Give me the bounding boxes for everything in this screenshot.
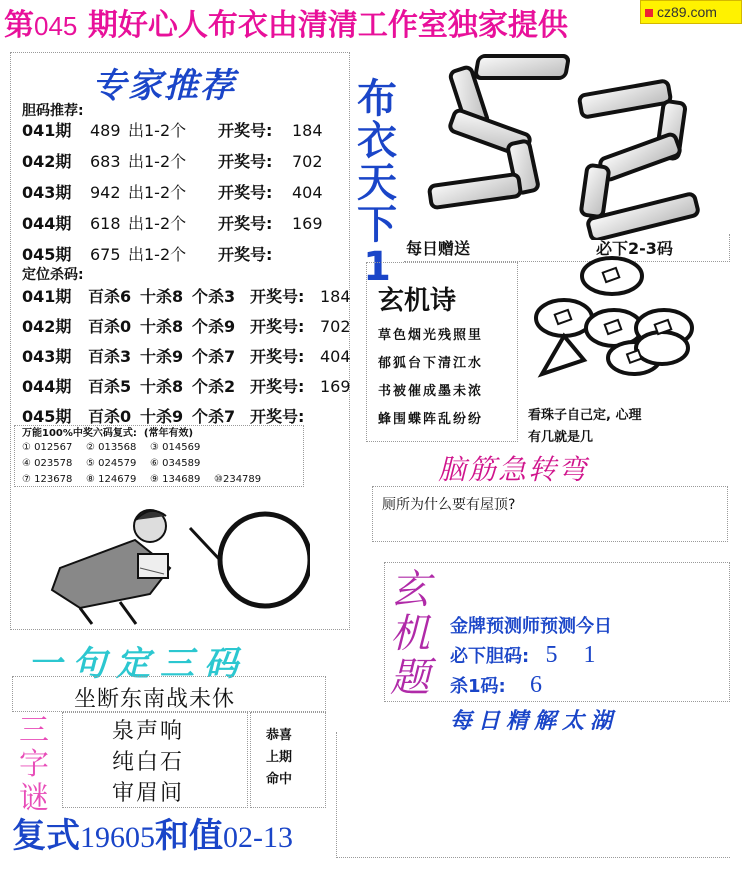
title-rest: 期好心人布衣由清清工作室独家提供 bbox=[77, 8, 568, 43]
kill-period: 043期 bbox=[22, 347, 72, 366]
expert-heading: 专家推荐 bbox=[92, 66, 236, 106]
poem-line: 郁狐台下清江水 bbox=[378, 356, 484, 371]
hezhi-value: 02-13 bbox=[223, 821, 293, 854]
kill-draw-label: 开奖号: bbox=[250, 347, 305, 366]
wanneng-label bbox=[22, 424, 193, 439]
dan-draw: 169 bbox=[292, 214, 323, 233]
kill-draw-label: 开奖号: bbox=[250, 287, 305, 306]
kill-shi: 十杀9 bbox=[140, 407, 184, 426]
title-issue: 045 bbox=[34, 11, 78, 41]
sanzi-word: 审眉间 bbox=[112, 781, 185, 806]
kill-bai: 百杀5 bbox=[88, 377, 132, 396]
buyi-char: 1 bbox=[363, 244, 391, 290]
wanneng-item: ⑦ 123678 bbox=[22, 474, 73, 485]
kill-label: 定位杀码: bbox=[22, 267, 84, 283]
kill-row bbox=[22, 314, 351, 337]
magnifier-man-illustration bbox=[40, 498, 310, 628]
dan-draw: 184 bbox=[292, 121, 323, 140]
wanneng-item: ① 012567 bbox=[22, 442, 73, 453]
kill-draw: 169 bbox=[320, 377, 351, 396]
wanneng-item: ③ 014569 bbox=[150, 442, 201, 453]
dan-draw-label: 开奖号: bbox=[218, 245, 273, 264]
sanzi-word: 泉声响 bbox=[112, 719, 185, 744]
coins-caption-2: 有几就是几 bbox=[528, 430, 594, 445]
kill-row bbox=[22, 374, 351, 397]
bottom-summary bbox=[12, 808, 293, 857]
dan-row bbox=[22, 180, 323, 203]
kill-shi: 十杀8 bbox=[140, 317, 184, 336]
sanzi-word: 纯白石 bbox=[112, 750, 185, 775]
sanzi-char: 谜 bbox=[19, 781, 49, 816]
dan-row bbox=[22, 242, 292, 265]
fushi-value: 19605 bbox=[80, 821, 155, 854]
dan-rule: 出1-2个 bbox=[128, 183, 187, 202]
kill-draw: 184 bbox=[320, 287, 351, 306]
wanneng-item: ⑩234789 bbox=[214, 474, 262, 485]
hezhi-label: 和值 bbox=[155, 816, 223, 856]
poem-line: 书被催成墨未浓 bbox=[378, 384, 484, 399]
sanzi-vertical-title bbox=[14, 714, 54, 816]
xuanji-vertical-title bbox=[388, 568, 432, 700]
wanneng-item: ④ 023578 bbox=[22, 458, 73, 469]
kill-draw-label: 开奖号: bbox=[250, 407, 305, 426]
kill-ge: 个杀7 bbox=[192, 347, 236, 366]
dan-nums: 683 bbox=[90, 152, 121, 171]
dan-row bbox=[22, 211, 323, 234]
dan-draw: 702 bbox=[292, 152, 323, 171]
kill-one-value: 6 bbox=[530, 672, 543, 698]
riddle-heading: 脑筋急转弯 bbox=[438, 453, 589, 486]
dan-row bbox=[22, 118, 323, 141]
kill-bai: 百杀0 bbox=[88, 407, 132, 426]
kill-draw-label: 开奖号: bbox=[250, 377, 305, 396]
dan-rule: 出1-2个 bbox=[128, 245, 187, 264]
buyi-char: 衣 bbox=[357, 118, 397, 164]
dan-nums: 675 bbox=[90, 245, 121, 264]
must-codes-label: 必下2-3码 bbox=[596, 239, 673, 258]
must-dan-label: 必下胆码: bbox=[450, 646, 530, 667]
buyi-char: 下 bbox=[357, 202, 397, 248]
dan-draw: 404 bbox=[292, 183, 323, 202]
congrats-word: 命中 bbox=[266, 772, 293, 787]
dan-period: 041期 bbox=[22, 121, 72, 140]
wanneng-note: (常年有效) bbox=[143, 428, 194, 439]
congrats-word: 恭喜 bbox=[266, 728, 293, 743]
poem-line: 蜂围蝶阵乱纷纷 bbox=[378, 412, 484, 427]
dan-nums: 618 bbox=[90, 214, 121, 233]
riddle-question: 厕所为什么要有屋顶? bbox=[382, 497, 516, 513]
wanneng-title: 万能100%中奖六码复式: bbox=[22, 428, 137, 439]
kill-period: 044期 bbox=[22, 377, 72, 396]
kill-ge: 个杀7 bbox=[192, 407, 236, 426]
dan-nums: 489 bbox=[90, 121, 121, 140]
must-dan-value: 5 1 bbox=[545, 642, 606, 668]
watermark-text: cz89.com bbox=[657, 4, 717, 20]
wanneng-item: ⑥ 034589 bbox=[150, 458, 201, 469]
wanneng-item: ⑧ 124679 bbox=[86, 474, 137, 485]
kill-draw-label: 开奖号: bbox=[250, 317, 305, 336]
title-prefix: 第 bbox=[4, 8, 34, 43]
daily-taihu-heading: 每日精解太湖 bbox=[450, 708, 619, 734]
poem-line: 草色烟光残照里 bbox=[378, 328, 484, 343]
sanzi-char: 字 bbox=[19, 747, 49, 782]
magnifier-lens bbox=[220, 514, 310, 606]
xuanji-line-2 bbox=[450, 642, 605, 669]
yiju-heading: 一句定三码 bbox=[28, 644, 248, 684]
kill-bai: 百杀0 bbox=[88, 317, 132, 336]
dan-draw-label: 开奖号: bbox=[218, 214, 273, 233]
page-title bbox=[4, 4, 624, 48]
congrats-word: 上期 bbox=[266, 750, 293, 765]
dan-rule: 出1-2个 bbox=[128, 214, 187, 233]
dan-draw-label: 开奖号: bbox=[218, 152, 273, 171]
kill-period: 042期 bbox=[22, 317, 72, 336]
dan-row bbox=[22, 149, 323, 172]
xuanji-char: 机 bbox=[390, 611, 430, 657]
site-watermark bbox=[640, 0, 742, 24]
xuanji-line-1: 金牌预测师预测今日 bbox=[450, 616, 612, 637]
wanneng-item: ⑤ 024579 bbox=[86, 458, 137, 469]
coins-caption-1: 看珠子自己定, 心理 bbox=[528, 408, 642, 423]
dan-draw-label: 开奖号: bbox=[218, 183, 273, 202]
kill-bai: 百杀3 bbox=[88, 347, 132, 366]
kill-shi: 十杀8 bbox=[140, 287, 184, 306]
kill-shi: 十杀8 bbox=[140, 377, 184, 396]
buyi-char: 天 bbox=[357, 160, 397, 206]
kill-draw: 404 bbox=[320, 347, 351, 366]
dan-period: 044期 bbox=[22, 214, 72, 233]
daily-gift-label: 每日赠送 bbox=[406, 239, 471, 258]
coins-illustration bbox=[524, 256, 704, 406]
kill-ge: 个杀9 bbox=[192, 317, 236, 336]
kill-shi: 十杀9 bbox=[140, 347, 184, 366]
dan-period: 042期 bbox=[22, 152, 72, 171]
dan-label: 胆码推荐: bbox=[22, 103, 84, 119]
dan-nums: 942 bbox=[90, 183, 121, 202]
kill-period: 041期 bbox=[22, 287, 72, 306]
kill-period: 045期 bbox=[22, 407, 72, 426]
buyi-vertical-title bbox=[352, 78, 402, 288]
xuanji-char: 玄 bbox=[390, 567, 430, 613]
wanneng-item: ⑨ 134689 bbox=[150, 474, 201, 485]
xuanji-line-3 bbox=[450, 672, 542, 699]
xuanji-char: 题 bbox=[390, 655, 430, 701]
sanzi-char: 三 bbox=[19, 713, 49, 748]
buyi-char: 布 bbox=[357, 76, 397, 122]
wanneng-item: ② 013568 bbox=[86, 442, 137, 453]
kill-bai: 百杀6 bbox=[88, 287, 132, 306]
poem-title: 玄机诗 bbox=[378, 286, 457, 316]
kill-one-label: 杀1码: bbox=[450, 676, 506, 697]
kill-row bbox=[22, 284, 351, 307]
yiju-sentence: 坐断东南战未休 bbox=[74, 687, 236, 712]
fushi-label: 复式 bbox=[12, 816, 80, 856]
dan-draw-label: 开奖号: bbox=[218, 121, 273, 140]
kill-ge: 个杀2 bbox=[192, 377, 236, 396]
kill-ge: 个杀3 bbox=[192, 287, 236, 306]
kill-draw: 702 bbox=[320, 317, 351, 336]
dan-period: 043期 bbox=[22, 183, 72, 202]
bottom-right-frame bbox=[336, 732, 730, 858]
kill-row bbox=[22, 344, 351, 367]
dan-period: 045期 bbox=[22, 245, 72, 264]
dan-rule: 出1-2个 bbox=[128, 121, 187, 140]
watermark-icon bbox=[645, 9, 653, 17]
big-52-shaded-numbers bbox=[410, 50, 730, 240]
dan-rule: 出1-2个 bbox=[128, 152, 187, 171]
